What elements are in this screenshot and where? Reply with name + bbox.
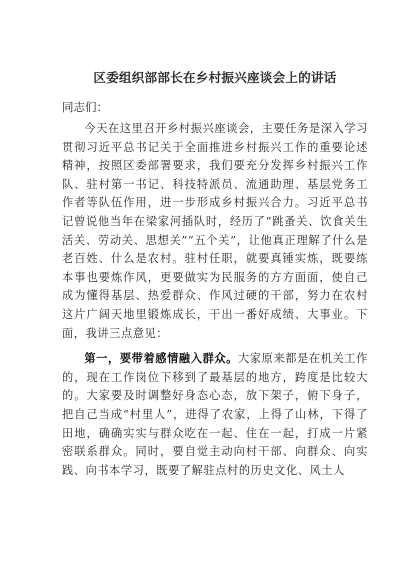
greeting: 同志们：	[62, 100, 108, 114]
paragraph-intro: 今天在这里召开乡村振兴座谈会，主要任务是深入学习贯彻习近平总书记关于全面推进乡村振兴工作的重要论述精神，按照区委部署要求，我们要充分发挥乡村振兴工作队、驻村第一书记、科技特派员、流通助理、基层党务工作者等队伍作用，进一步形成乡村振兴合力。习近平总书记曾说他当年在梁家河插队时，经历了“跳蚤关、饮食关生活关、劳动关、思想关”“五个关”，让他真正理解了什么是老百姓、什么是农村。驻村任职，就要真锤实炼，既要练本事也要炼作风，更要做实为民服务的方方面面，使自己成为懂得基层、热爱群众、作风过硬的干部，努力在农村这片广阔天地里锻炼成长，干出一番好成绩、大事业。下面，我讲三点意见：	[62, 122, 368, 340]
point-one-body: 大家原来都是在机关工作的，现在工作岗位下移到了最基层的地方，跨度是比较大的。大家要及时调整好身态心态，放下架子，俯下身子，把自己当成“村里人”，进得了农家，上得了山林，下得了田地，确确实实与群众吃在一起、住在一起，打成一片紧密联系群众。同时，要自觉主动向村干部、向群众、向实践、向书本学习，既要了解驻点村的历史文化、风土人	[62, 352, 368, 477]
point-one-heading: 第一，要带着感情融入群众。	[84, 351, 239, 366]
document-title: 区委组织部部长在乡村振兴座谈会上的讲话	[93, 70, 337, 85]
paragraph-point-one	[62, 349, 368, 480]
